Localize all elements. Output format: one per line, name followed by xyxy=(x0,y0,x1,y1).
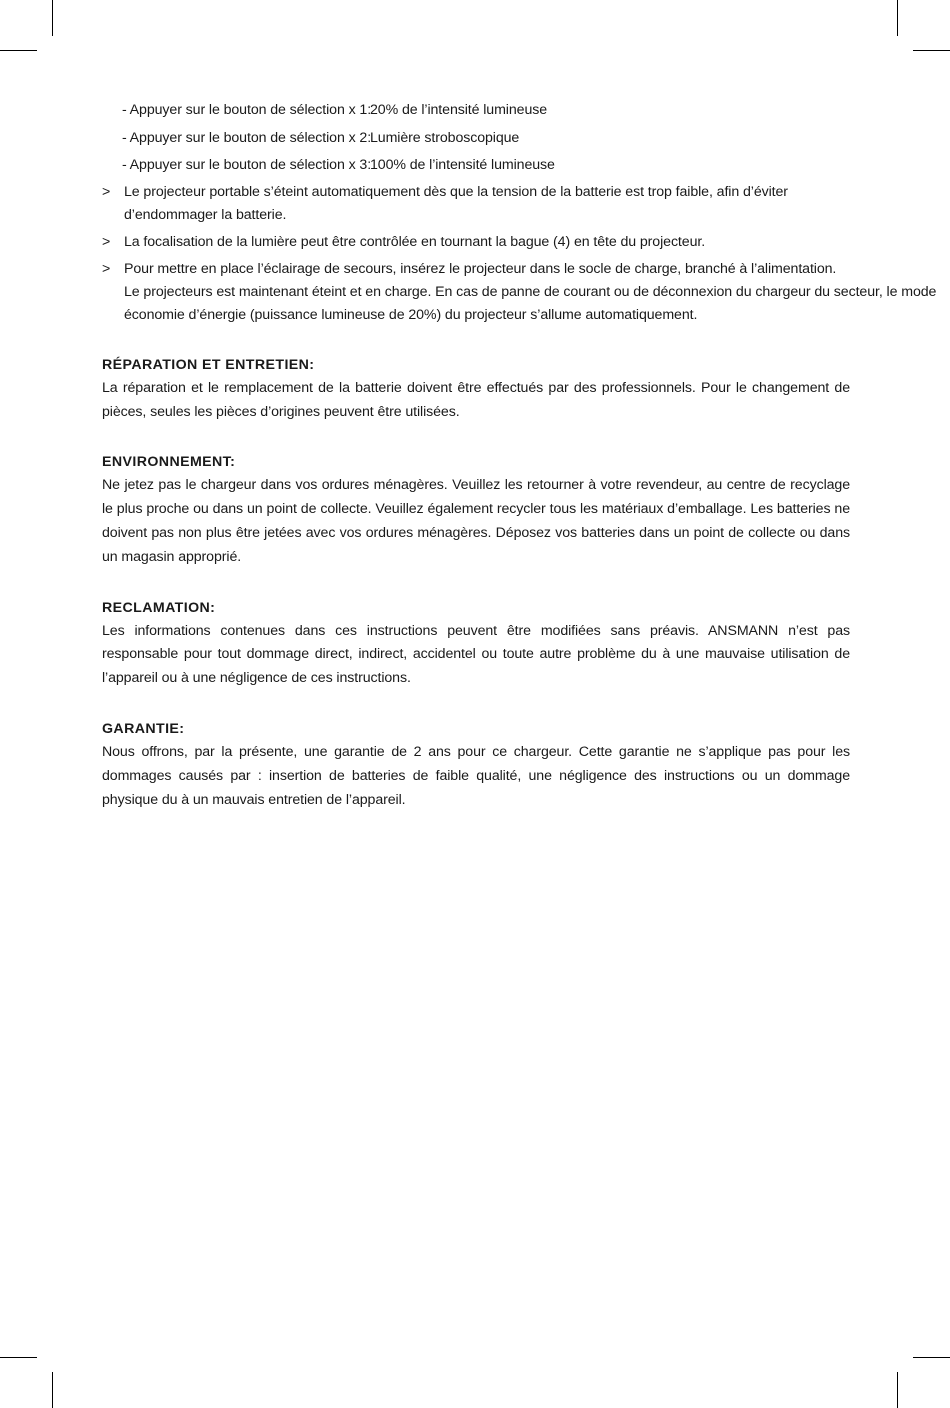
section-body: Nous offrons, par la présente, une garantie de 2 ans pour ce chargeur. Cette garantie ne s’applique pas pour les dommages causés par : insertion de batteries de faible qualité, une négligence des instructions ou un dommage physique du à un mauvais entretien de l’appareil. xyxy=(102,743,850,808)
page-content xyxy=(102,98,937,812)
bullet-item xyxy=(102,181,850,227)
section-garantie xyxy=(102,717,850,812)
section-heading: GARANTIE: xyxy=(102,720,185,737)
crop-mark-bottom-right-horizontal xyxy=(913,1357,950,1358)
bullet-item xyxy=(102,258,937,327)
selection-mode-row xyxy=(102,98,850,126)
crop-mark-bottom-left-vertical xyxy=(52,1372,53,1408)
selection-mode-action: - Appuyer sur le bouton de sélection x 2: xyxy=(122,129,372,146)
selection-mode-result: 100% de l’intensité lumineuse xyxy=(370,157,555,174)
crop-mark-bottom-right-vertical xyxy=(897,1372,898,1408)
crop-mark-top-left-horizontal xyxy=(0,50,37,51)
selection-mode-action: - Appuyer sur le bouton de sélection x 1: xyxy=(122,102,372,118)
section-reclamation xyxy=(102,596,850,691)
section-body: La réparation et le remplacement de la batterie doivent être effectués par des professionnels. Pour le changement de pièces, seules les pièces d’origines peuvent être utilisées. xyxy=(102,379,850,420)
crop-mark-top-right-horizontal xyxy=(913,50,950,51)
bullet-arrow-icon: > xyxy=(102,233,111,250)
selection-mode-row xyxy=(102,153,850,181)
selection-mode-row xyxy=(102,126,850,154)
selection-mode-result: 20% de l’intensité lumineuse xyxy=(370,102,548,118)
section-reparation xyxy=(102,353,850,425)
selection-modes-list xyxy=(102,98,850,181)
selection-mode-result: Lumière stroboscopique xyxy=(370,129,520,146)
bullet-line: La focalisation de la lumière peut être contrôlée en tournant la bague (4) en tête du projecteur. xyxy=(124,233,706,250)
section-heading: RÉPARATION ET ENTRETIEN: xyxy=(102,356,315,373)
crop-mark-top-right-vertical xyxy=(897,0,898,36)
bullet-line: économie d’énergie (puissance lumineuse de 20%) du projecteur s’allume automatiquement. xyxy=(124,306,698,323)
bullet-line: Le projecteurs est maintenant éteint et en charge. En cas de panne de courant ou de déconnexion du chargeur du secteur, le mode xyxy=(124,283,937,300)
section-environnement xyxy=(102,450,850,569)
crop-mark-bottom-left-horizontal xyxy=(0,1357,37,1358)
bullet-line: Le projecteur portable s’éteint automatiquement dès que la tension de la batterie est trop faible, afin d’éviter xyxy=(124,183,788,200)
section-heading: RECLAMATION: xyxy=(102,599,216,616)
bullet-item xyxy=(102,231,850,254)
bullet-line: d’endommager la batterie. xyxy=(124,206,287,223)
bullet-arrow-icon: > xyxy=(102,260,111,277)
bullet-line: Pour mettre en place l’éclairage de secours, insérez le projecteur dans le socle de charge, branché à l’alimentation. xyxy=(124,260,837,277)
crop-mark-top-left-vertical xyxy=(52,0,53,36)
section-body: Les informations contenues dans ces instructions peuvent être modifiées sans préavis. ANSMANN n’est pas responsable pour tout dommage direct, indirect, accidentel ou toute autre problème du à une mauvaise utilisation de l’appareil ou à une négligence de ces instructions. xyxy=(102,622,850,687)
bullet-arrow-icon: > xyxy=(102,183,111,200)
section-body: Ne jetez pas le chargeur dans vos ordures ménagères. Veuillez les retourner à votre revendeur, au centre de recyclage le plus proche ou dans un point de collecte. Veuillez également recycler tous les matériaux d’emballage. Les batteries ne doivent pas non plus être jetées avec vos ordures ménagères. Déposez vos batteries dans un point de collecte ou dans un magasin approprié. xyxy=(102,477,850,565)
bullet-list xyxy=(102,181,937,327)
section-heading: ENVIRONNEMENT: xyxy=(102,454,236,471)
selection-mode-action: - Appuyer sur le bouton de sélection x 3: xyxy=(122,157,372,174)
